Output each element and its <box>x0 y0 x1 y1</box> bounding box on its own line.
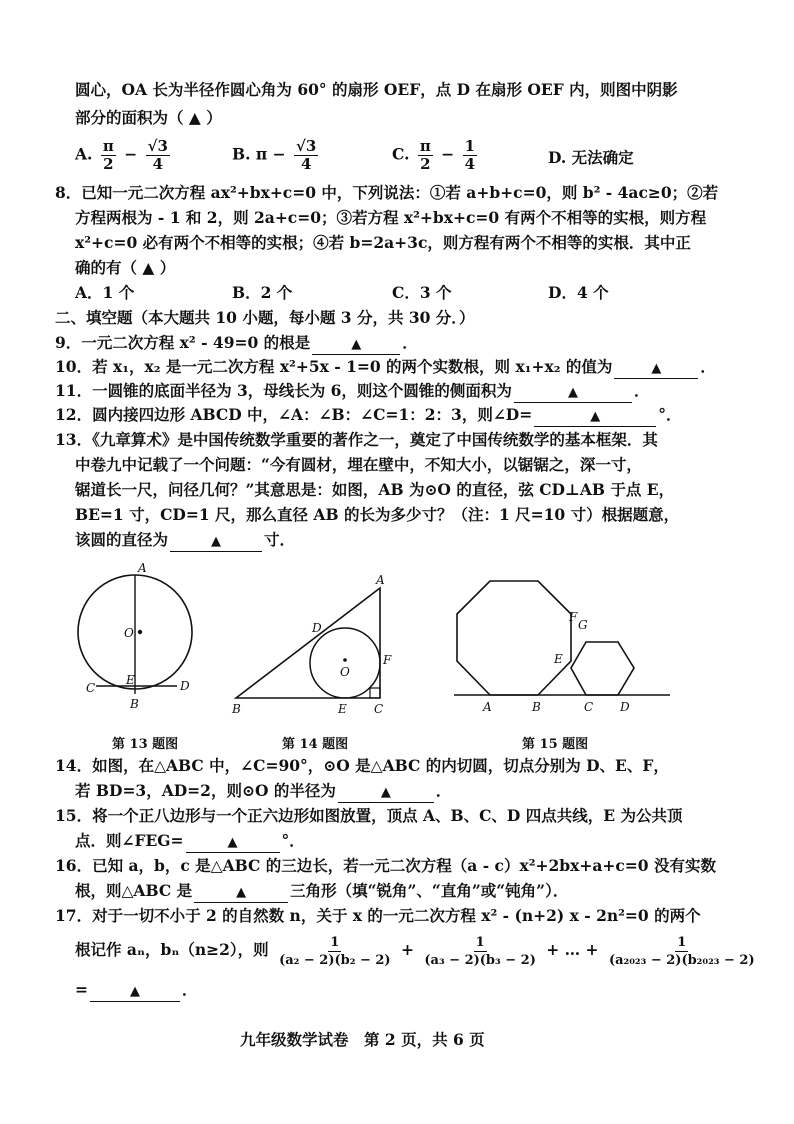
fig14-label-d: D <box>312 621 322 635</box>
q8-line2: 方程两根为 - 1 和 2，则 2a+c=0；③若方程 x²+bx+c=0 有两个不相等的实根，则方程 <box>75 208 707 227</box>
q13-line2: 中卷九中记载了一个问题：“今有圆材，埋在壁中，不知大小，以锯锯之，深一寸， <box>75 455 642 474</box>
q7-option-d: D. 无法确定 <box>548 148 634 167</box>
q9-answer-blank[interactable]: ▲ <box>312 334 400 355</box>
q8-option-d: D．4 个 <box>548 283 609 302</box>
q7-option-a: A. $\frac{\pi}{2}$ − $\frac{√3}{4}$ <box>75 137 168 173</box>
q17-line2: 根记作 aₙ，bₙ（n≥2），则 $\frac{1}{\text{(a₂ − 2)(b₂ − 2)}}$ + $\frac{1}{\text{(a₃ − 2)(b₃ − 2)}}$ + … + $\frac{1}{\text{(a₂₀₂₃ − 2)(b₂₀₂₃ − 2)}}$ <box>75 934 755 968</box>
q13-line3: 锯道长一尺，问径几何？”其意思是：如图，AB 为⊙O 的直径，弦 CD⊥AB 于点 E， <box>75 480 675 499</box>
fig13-label-o: O <box>124 626 134 640</box>
q13-answer-blank[interactable]: ▲ <box>170 531 262 552</box>
q8-option-c: C．3 个 <box>392 283 452 302</box>
q17-answer-blank[interactable]: ▲ <box>90 981 180 1002</box>
figure-15-caption: 第 15 题图 <box>522 737 589 752</box>
q11-answer-blank[interactable]: ▲ <box>514 382 632 403</box>
q13-line1: 13．《九章算术》是中国传统数学重要的著作之一，奠定了中国传统数学的基本框架．其 <box>55 430 658 449</box>
fig14-label-f: F <box>383 653 392 667</box>
q8-option-a: A．1 个 <box>75 283 135 302</box>
q7-option-c: C. $\frac{\pi}{2}$ − $\frac{1}{4}$ <box>392 137 476 173</box>
fig14-label-b: B <box>232 702 241 716</box>
q8-line4: 确的有（ ▲ ） <box>75 258 176 277</box>
q12: 12．圆内接四边形 ABCD 中，∠A：∠B：∠C=1：2：3，则∠D= ▲ °． <box>55 405 682 427</box>
q16-line1: 16．已知 a，b，c 是△ABC 的三边长，若一元二次方程（a - c）x²+2bx+a+c=0 没有实数 <box>55 856 716 875</box>
page-footer: 九年级数学试卷 第 2 页，共 6 页 <box>240 1030 485 1049</box>
fig13-label-d: D <box>180 679 190 693</box>
q9: 9．一元二次方程 x² - 49=0 的根是 ▲ ． <box>55 333 418 355</box>
q8-option-b: B．2 个 <box>232 283 293 302</box>
q13-line5: 该圆的直径为 ▲ 寸． <box>75 530 295 552</box>
q7-line2: 部分的面积为（ ▲ ） <box>75 108 222 127</box>
q8-line3: x²+c=0 必有两个不相等的实根；④若 b=2a+3c，则方程有两个不相等的实根．其中正 <box>75 233 691 252</box>
fig15-label-a: A <box>483 700 492 714</box>
figure-14-caption: 第 14 题图 <box>282 737 349 752</box>
fig14-label-c: C <box>374 702 384 716</box>
q7-line1: 圆心，OA 长为半径作圆心角为 60° 的扇形 OEF，点 D 在扇形 OEF 内，则图中阴影 <box>75 80 678 99</box>
fig14-label-e: E <box>338 702 347 716</box>
figure-13-caption: 第 13 题图 <box>112 737 179 752</box>
fig15-label-e: E <box>554 652 563 666</box>
q8-line1: 8．已知一元二次方程 ax²+bx+c=0 中，下列说法：①若 a+b+c=0，则 b² - 4ac≥0；②若 <box>55 183 719 202</box>
fig13-label-a: A <box>138 561 147 575</box>
q12-answer-blank[interactable]: ▲ <box>534 406 656 427</box>
fig13-label-e: E <box>126 673 135 687</box>
q15-answer-blank[interactable]: ▲ <box>186 832 280 853</box>
q13-line4: BE=1 寸，CD=1 尺，那么直径 AB 的长为多少寸？（注：1 尺=10 寸）根据题意， <box>75 505 680 524</box>
q14-line1: 14．如图，在△ABC 中，∠C=90°，⊙O 是△ABC 的内切圆，切点分别为 D、E、F， <box>55 756 669 775</box>
q17-line1: 17．对于一切不小于 2 的自然数 n，关于 x 的一元二次方程 x² - (n+2) x - 2n²=0 的两个 <box>55 906 701 925</box>
q15-line1: 15．将一个正八边形与一个正六边形如图放置，顶点 A、B、C、D 四点共线，E 为公共顶 <box>55 806 683 825</box>
figure-15 <box>450 575 675 725</box>
q14-answer-blank[interactable]: ▲ <box>338 782 434 803</box>
q10-answer-blank[interactable]: ▲ <box>614 358 698 379</box>
fig14-label-a: A <box>376 573 385 587</box>
fig15-label-b: B <box>532 700 541 714</box>
q7-option-b: B. π − $\frac{√3}{4}$ <box>232 137 317 173</box>
q16-line2: 根，则△ABC 是 ▲ 三角形（填“锐角”、“直角”或“钝角”）． <box>75 881 568 903</box>
figure-13 <box>70 560 210 715</box>
section-2-heading: 二、填空题（本大题共 10 小题，每小题 3 分，共 30 分．） <box>55 308 475 327</box>
fig13-label-c: C <box>86 681 96 695</box>
fig15-label-g: G <box>578 618 588 632</box>
q10: 10．若 x₁，x₂ 是一元二次方程 x²+5x - 1=0 的两个实数根，则 x₁+x₂ 的值为 ▲ ． <box>55 357 716 379</box>
fig14-label-o: O <box>340 665 350 679</box>
fig15-label-c: C <box>584 700 594 714</box>
fig15-label-f: F <box>569 610 578 624</box>
fig15-label-d: D <box>620 700 630 714</box>
q11: 11．一圆锥的底面半径为 3，母线长为 6，则这个圆锥的侧面积为 ▲ ． <box>55 381 649 403</box>
q17-line3: = ▲ ． <box>75 980 198 1002</box>
figure-14 <box>228 570 398 720</box>
q14-line2: 若 BD=3，AD=2，则⊙O 的半径为 ▲ ． <box>75 781 451 803</box>
fig13-label-b: B <box>130 697 139 711</box>
q15-line2: 点．则∠FEG= ▲ °． <box>75 831 305 853</box>
q16-answer-blank[interactable]: ▲ <box>194 882 288 903</box>
